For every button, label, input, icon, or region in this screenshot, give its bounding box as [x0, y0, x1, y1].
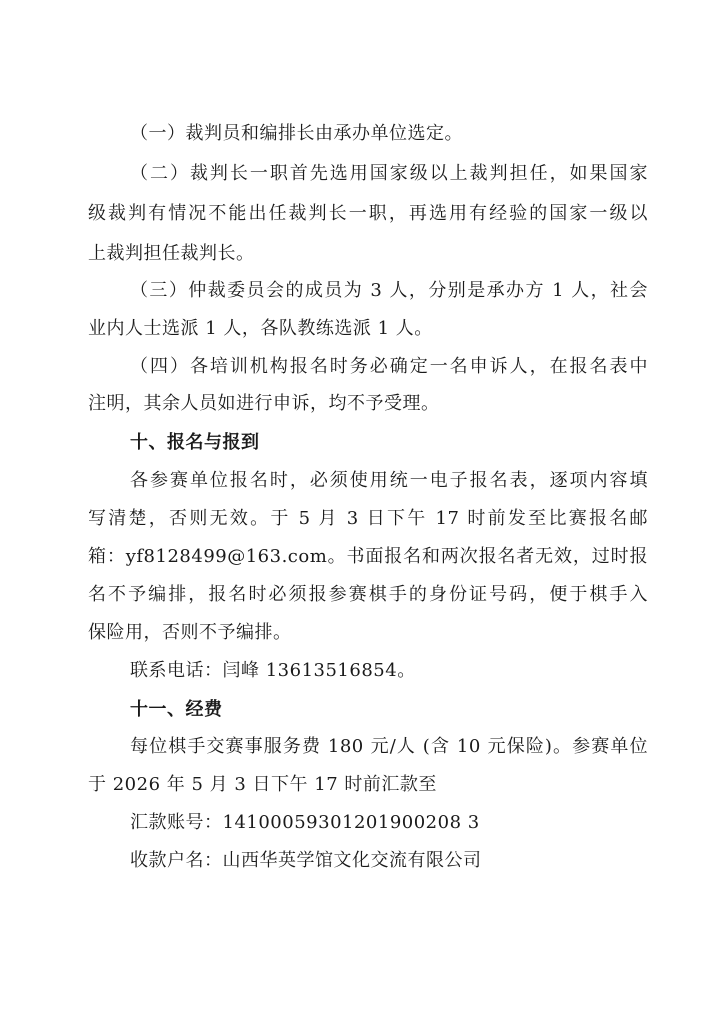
section-11-payee: 收款户名：山西华英学馆文化交流有限公司 — [130, 850, 482, 871]
paragraph-3-line-1: （三）仲裁委员会的成员为 3 人，分别是承办方 1 人，社会 — [130, 280, 648, 301]
section-10-line-5: 保险用，否则不予编排。 — [88, 622, 292, 643]
section-11-line-1: 每位棋手交赛事服务费 180 元/人 (含 10 元保险)。参赛单位 — [130, 736, 648, 757]
section-11-heading: 十一、经费 — [130, 699, 223, 720]
paragraph-1-line-1: （一）裁判员和编排长由承办单位选定。 — [130, 123, 463, 144]
section-10-line-1: 各参赛单位报名时，必须使用统一电子报名表，逐项内容填 — [130, 470, 648, 491]
paragraph-3-line-2: 业内人士选派 1 人，各队教练选派 1 人。 — [88, 318, 433, 339]
section-10-line-3: 箱：yf8128499@163.com。书面报名和两次报名者无效，过时报 — [88, 546, 648, 567]
section-10-line-2: 写清楚，否则无效。于 5 月 3 日下午 17 时前发至比赛报名邮 — [88, 508, 648, 529]
paragraph-2-line-2: 级裁判有情况不能出任裁判长一职，再选用有经验的国家一级以 — [88, 203, 648, 224]
paragraph-4-line-2: 注明，其余人员如进行申诉，均不予受理。 — [88, 393, 440, 414]
section-10-line-4: 名不予编排，报名时必须报参赛棋手的身份证号码，便于棋手入 — [88, 584, 648, 605]
paragraph-4-line-1: （四）各培训机构报名时务必确定一名申诉人，在报名表中 — [130, 356, 648, 377]
section-10-heading: 十、报名与报到 — [130, 432, 260, 453]
section-10-contact: 联系电话：闫峰 13613516854。 — [130, 660, 416, 681]
paragraph-2-line-3: 上裁判担任裁判长。 — [88, 243, 255, 264]
section-11-account: 汇款账号：14100059301201900208 3 — [130, 812, 480, 833]
section-11-line-2: 于 2026 年 5 月 3 日下午 17 时前汇款至 — [88, 774, 437, 795]
paragraph-2-line-1: （二）裁判长一职首先选用国家级以上裁判担任，如果国家 — [130, 163, 648, 184]
